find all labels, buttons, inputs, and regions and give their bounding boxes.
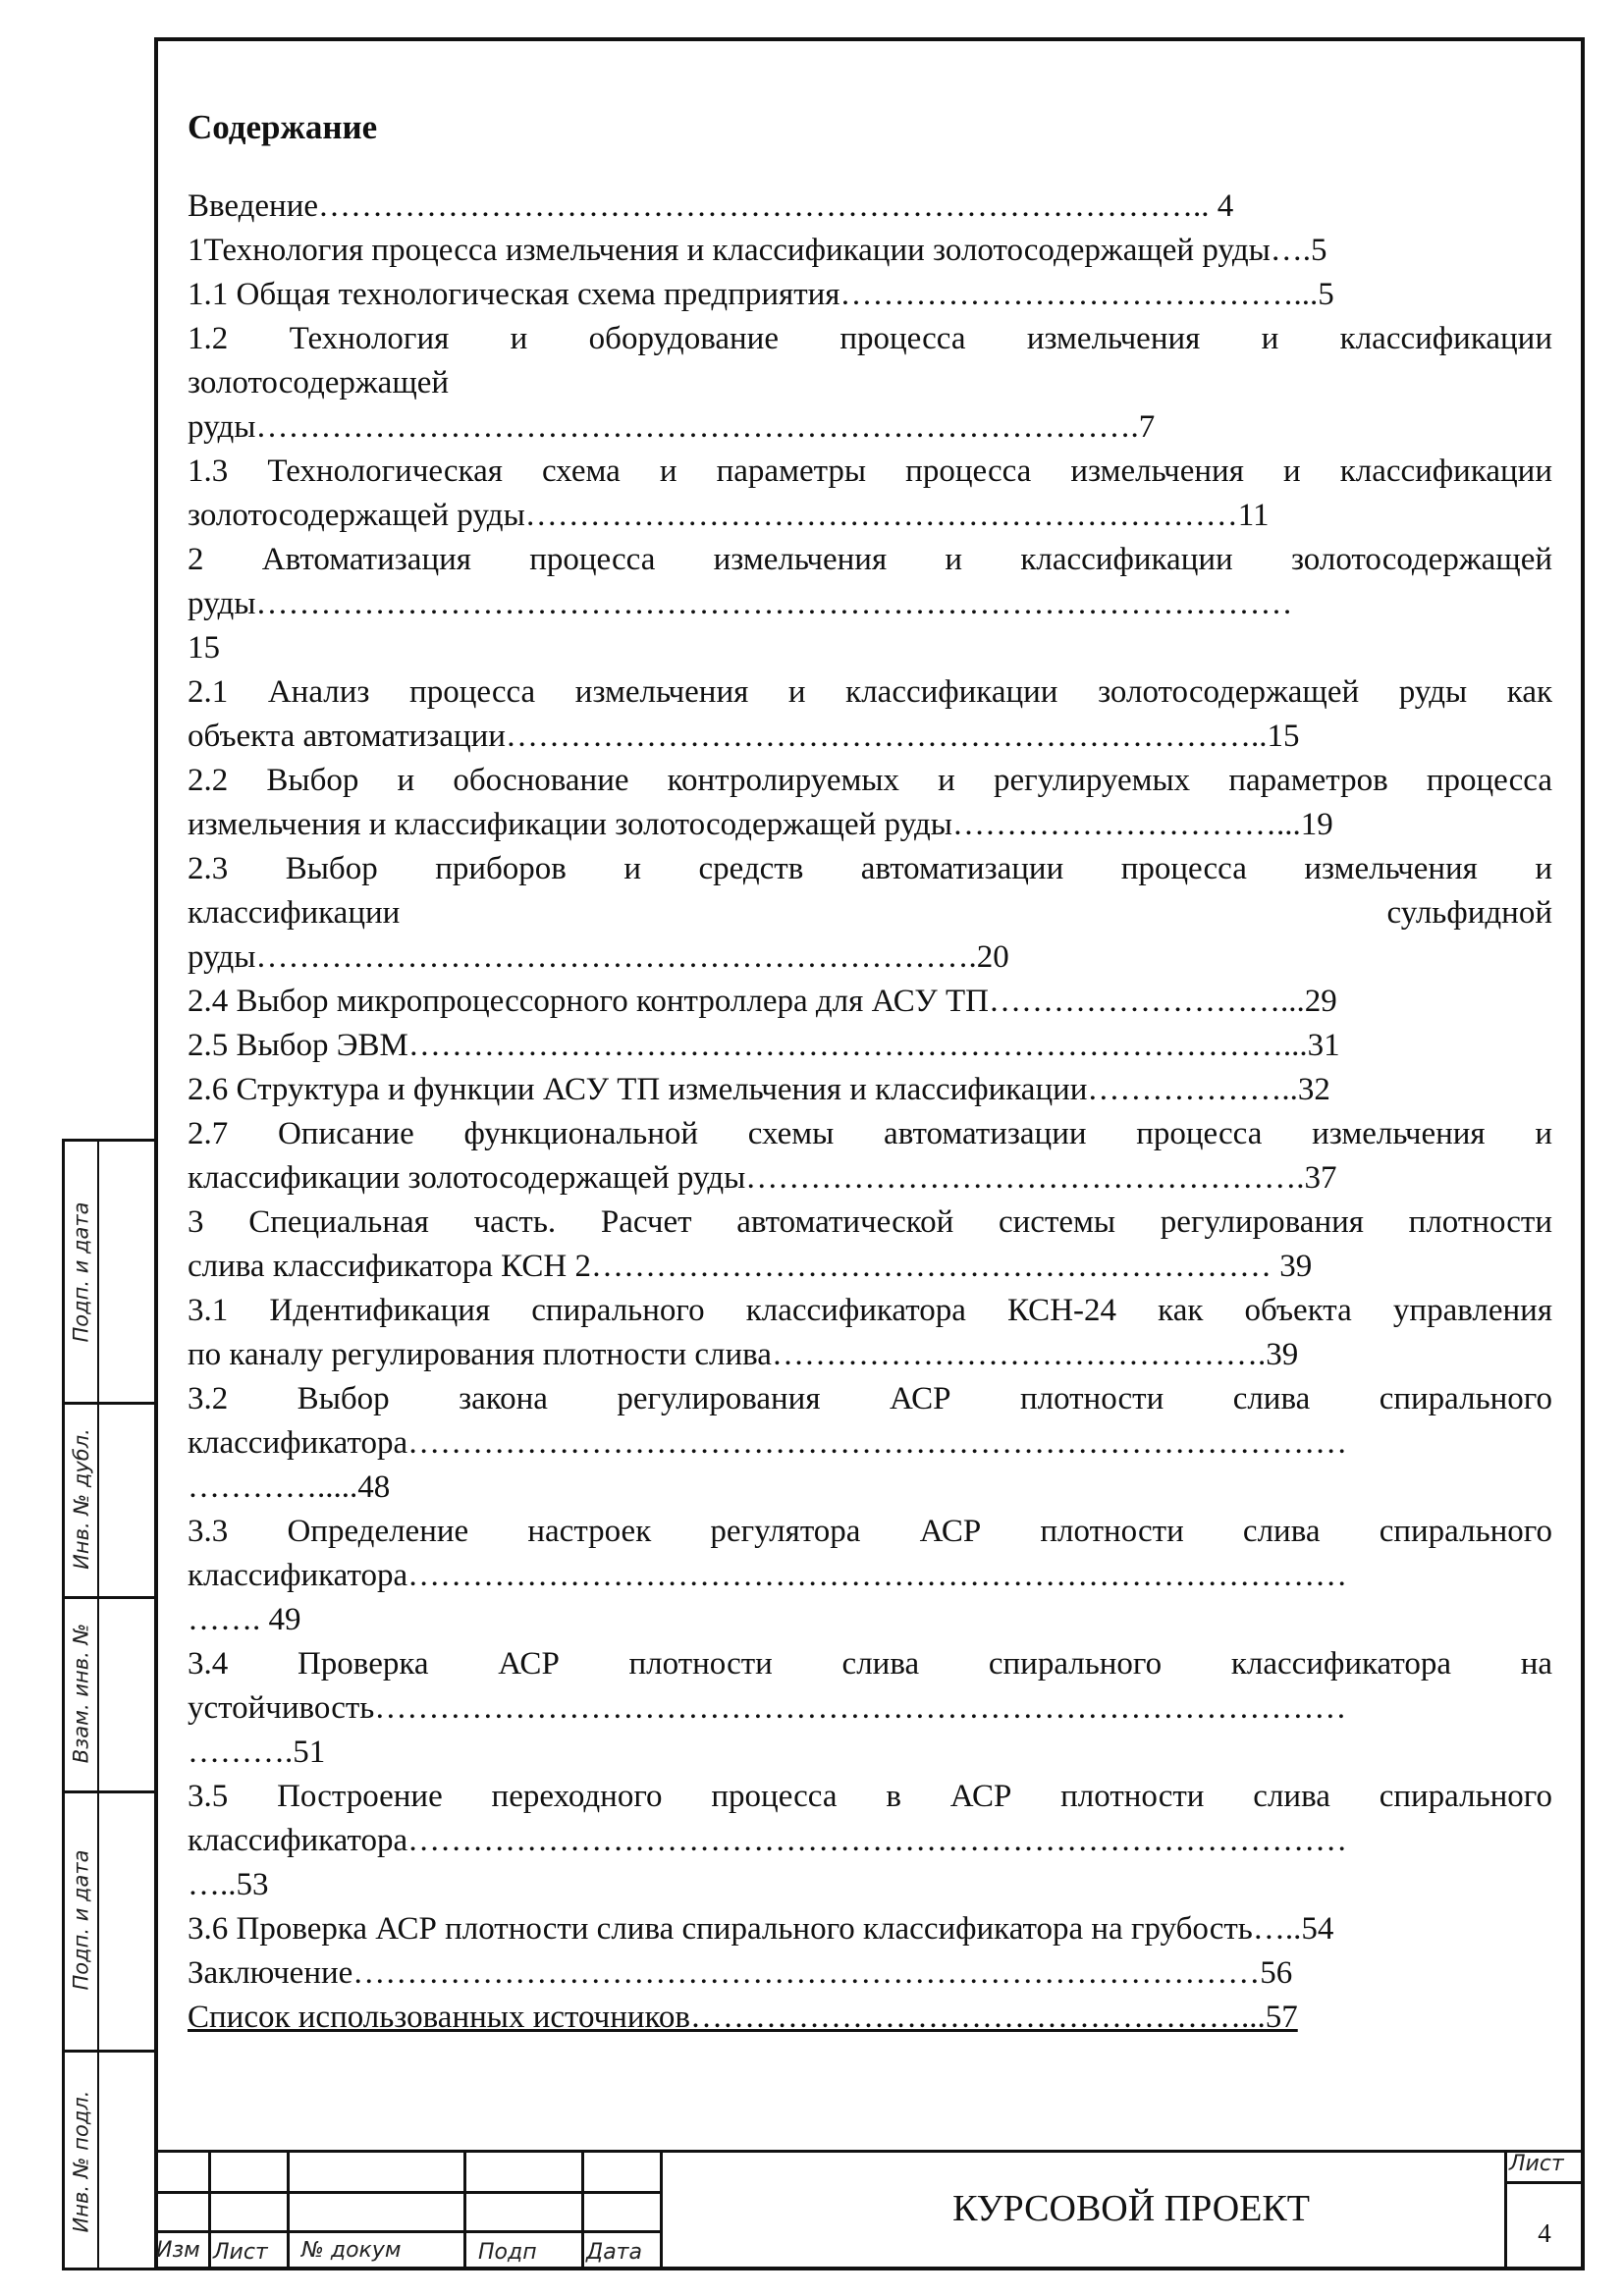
stamp-line xyxy=(287,2150,290,2270)
toc-entry: 1.2 Технология и оборудование процесса измельчения и классификации xyxy=(188,321,1552,356)
toc-entry: ……. 49 xyxy=(188,1602,301,1637)
toc-entry: Список использованных источников……………………………………………...57 xyxy=(188,2000,1298,2035)
toc-entry: 2.5 Выбор ЭВМ………………………………………………………………………...31 xyxy=(188,1028,1340,1063)
stamp-podp-label: Подп xyxy=(478,2240,537,2265)
toc-entry: по каналу регулирования плотности слива……………………………………….39 xyxy=(188,1337,1299,1372)
document-title: КУРСОВОЙ ПРОЕКТ xyxy=(952,2188,1310,2229)
toc-entry: классификатора…………………………………………………………………………… xyxy=(188,1425,1348,1461)
side-label-inv-dubl: Инв. № дубл. xyxy=(69,1428,93,1570)
toc-entry: 3.3 Определение настроек регулятора АСР плотности слива спирального xyxy=(188,1514,1552,1549)
sheet-number: 4 xyxy=(1538,2218,1551,2248)
toc-entry: золотосодержащей xyxy=(188,365,450,400)
toc-entry: золотосодержащей руды…………………………………………………………11 xyxy=(188,498,1270,533)
stamp-line xyxy=(208,2150,211,2270)
stamp-izm-label: Изм xyxy=(156,2238,200,2263)
toc-entry: 1.1 Общая технологическая схема предприятия……………………………………...5 xyxy=(188,277,1334,312)
stamp-line xyxy=(1504,2181,1585,2184)
toc-entry: 2.6 Структура и функции АСУ ТП измельчения и классификации………………..32 xyxy=(188,1072,1330,1107)
toc-entry: руды………………………………………………………….20 xyxy=(188,939,1009,975)
toc-entry: классификации сульфидной xyxy=(188,895,1552,931)
toc-entry: 2 Автоматизация процесса измельчения и классификации золотосодержащей xyxy=(188,542,1552,577)
side-strip xyxy=(62,1139,154,2270)
side-label-podp-data-bottom: Подп. и дата xyxy=(69,1849,93,1991)
toc-entry: 3.2 Выбор закона регулирования АСР плотности слива спирального xyxy=(188,1381,1552,1416)
table-of-contents xyxy=(188,185,1552,2040)
toc-entry: 1Технология процесса измельчения и классификации золотосодержащей руды….5 xyxy=(188,233,1327,268)
stamp-dokum-label: № докум xyxy=(301,2238,402,2263)
toc-entry: классификатора…………………………………………………………………………… xyxy=(188,1558,1348,1593)
stamp-line xyxy=(463,2150,466,2270)
side-label-podp-data-top: Подп. и дата xyxy=(69,1201,93,1343)
toc-entry: устойчивость……………………………………………………………………………… xyxy=(188,1690,1347,1726)
stamp-sheet-label: Лист xyxy=(1509,2152,1564,2176)
page-title: Содержание xyxy=(188,108,378,146)
toc-entry: слива классификатора КСН 2……………………………………………………… 39 xyxy=(188,1249,1313,1284)
stamp-line xyxy=(581,2150,584,2270)
toc-entry: 2.4 Выбор микропроцессорного контроллера для АСУ ТП………………………...29 xyxy=(188,984,1337,1019)
toc-entry: классификатора…………………………………………………………………………… xyxy=(188,1823,1348,1858)
toc-entry: ………….....48 xyxy=(188,1469,391,1505)
toc-entry: измельчения и классификации золотосодержащей руды…………………………...19 xyxy=(188,807,1333,842)
stamp-list-label: Лист xyxy=(213,2240,268,2265)
toc-entry: …..53 xyxy=(188,1867,269,1902)
toc-entry: 3.5 Построение переходного процесса в АСР плотности слива спирального xyxy=(188,1779,1552,1814)
toc-entry: 3 Специальная часть. Расчет автоматической системы регулирования плотности xyxy=(188,1204,1552,1240)
toc-entry: 3.1 Идентификация спирального классификатора КСН-24 как объекта управления xyxy=(188,1293,1552,1328)
title-block xyxy=(154,2150,1585,2270)
toc-entry: 2.1 Анализ процесса измельчения и классификации золотосодержащей руды как xyxy=(188,674,1552,710)
toc-entry: Введение……………………………………………………………………….. 4 xyxy=(188,188,1234,224)
toc-entry: Заключение…………………………………………………………………………56 xyxy=(188,1955,1293,1991)
toc-entry: ……….51 xyxy=(188,1735,326,1770)
toc-entry: руды……………………………………………………………………….7 xyxy=(188,409,1156,445)
toc-entry: 2.2 Выбор и обоснование контролируемых и регулируемых параметров процесса xyxy=(188,763,1552,798)
toc-entry: объекта автоматизации……………………………………………………………..15 xyxy=(188,719,1300,754)
toc-entry: 2.7 Описание функциональной схемы автоматизации процесса измельчения и xyxy=(188,1116,1552,1151)
toc-entry: 15 xyxy=(188,630,220,666)
toc-entry: 3.6 Проверка АСР плотности слива спирального классификатора на грубость…..54 xyxy=(188,1911,1334,1947)
toc-entry: руды…………………………………………………………………………………… xyxy=(188,586,1293,621)
toc-entry: 3.4 Проверка АСР плотности слива спирального классификатора на xyxy=(188,1646,1552,1682)
stamp-line xyxy=(154,2150,1585,2153)
toc-entry: 1.3 Технологическая схема и параметры процесса измельчения и классификации xyxy=(188,454,1552,489)
toc-entry: классификации золотосодержащей руды…………………………………………….37 xyxy=(188,1160,1337,1196)
stamp-data-label: Дата xyxy=(586,2240,642,2265)
toc-entry: 2.3 Выбор приборов и средств автоматизации процесса измельчения и xyxy=(188,851,1552,886)
side-label-vzam-inv: Взам. инв. № xyxy=(69,1623,93,1764)
side-strip-divider xyxy=(97,1142,99,2268)
side-label-inv-podl: Инв. № подл. xyxy=(69,2090,93,2233)
